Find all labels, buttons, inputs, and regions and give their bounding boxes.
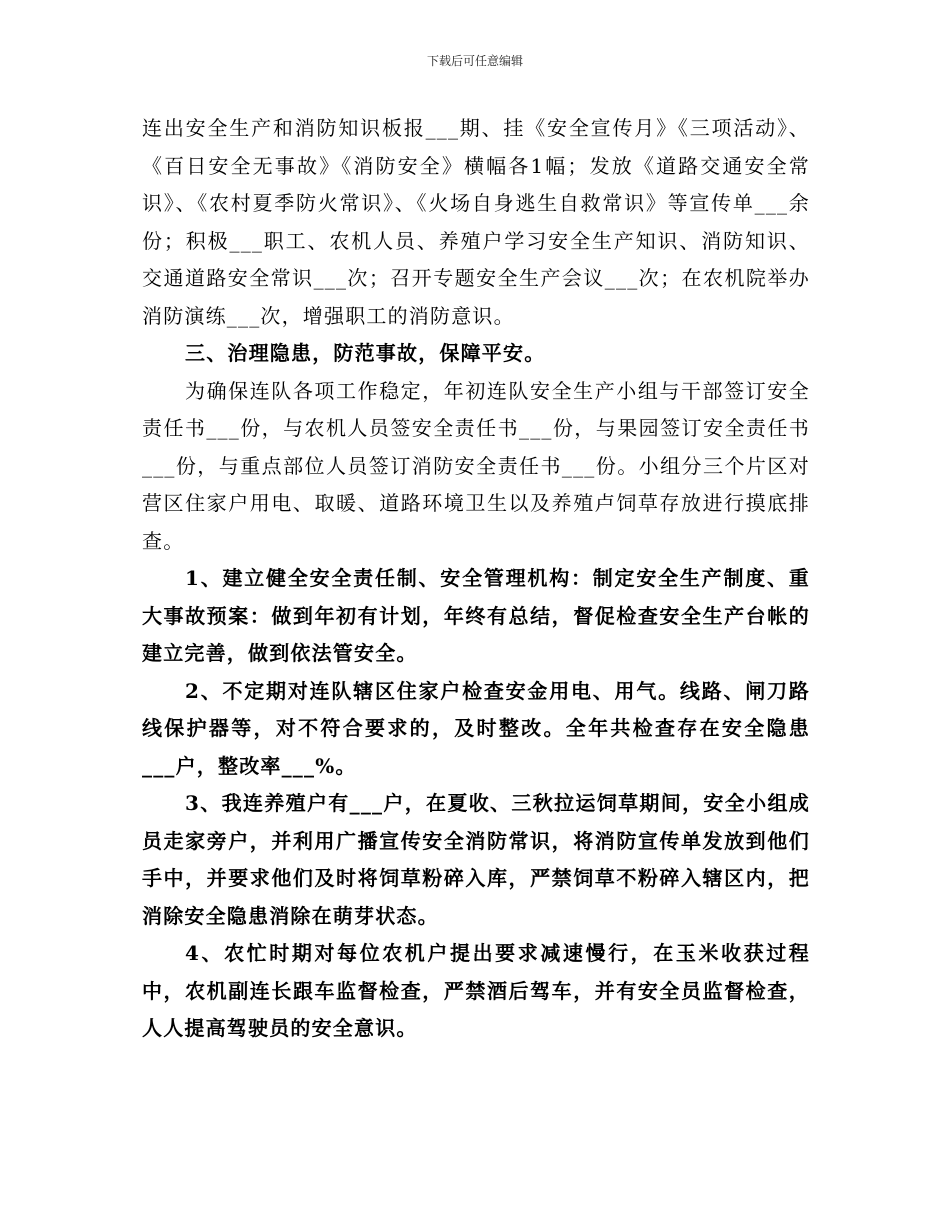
page-header-note: 下载后可任意编辑: [426, 54, 523, 68]
section-heading-3: 三、治理隐患，防范事故，保障平安。: [185, 341, 546, 365]
paragraph-item-4: 4、农忙时期对每位农机户提出要求减速慢行，在玉米收获过程中，农机副连长跟车监督检查，严禁酒后驾车，并有安全员监督检查，人人提高驾驶员的安全意识。: [142, 941, 810, 1040]
paragraph-item-1: 1、建立健全安全责任制、安全管理机构：制定安全生产制度、重大事故预案：做到年初有计划，年终有总结，督促检查安全生产台帐的建立完善，做到依法管安全。: [142, 566, 810, 665]
paragraph-item-2: 2、不定期对连队辖区住家户检查安金用电、用气。线路、闸刀路线保护器等，对不符合要求的，及时整改。全年共检查存在安全隐患___户，整改率___%。: [142, 678, 810, 778]
paragraph-item-3: 3、我连养殖户有___户，在夏收、三秋拉运饲草期间，安全小组成员走家旁户，并利用广播宣传安全消防常识，将消防宣传单发放到他们手中，并要求他们及时将饲草粉碎入库，严禁饲草不粉碎入辖区内，把消除安全隐患消除在萌芽状态。: [142, 791, 810, 928]
document-body: [142, 110, 810, 1048]
paragraph-responsibility: 为确保连队各项工作稳定，年初连队安全生产小组与干部签订安全责任书___份，与农机人员签安全责任书___份，与果园签订安全责任书___份，与重点部位人员签订消防安全责任书___份。小组分三个片区对营区住家户用电、取暖、道路环境卫生以及养殖卢饲草存放进行摸底排查。: [142, 378, 810, 553]
paragraph-publicity: 连出安全生产和消防知识板报___期、挂《安全宣传月》《三项活动》、《百日安全无事故》《消防安全》横幅各1幅；发放《道路交通安全常识》、《农村夏季防火常识》、《火场自身逃生自救常识》等宣传单___余份；积极___职工、农机人员、养殖户学习安全生产知识、消防知识、交通道路安全常识___次；召开专题安全生产会议___次；在农机院举办消防演练___次，增强职工的消防意识。: [142, 116, 810, 328]
